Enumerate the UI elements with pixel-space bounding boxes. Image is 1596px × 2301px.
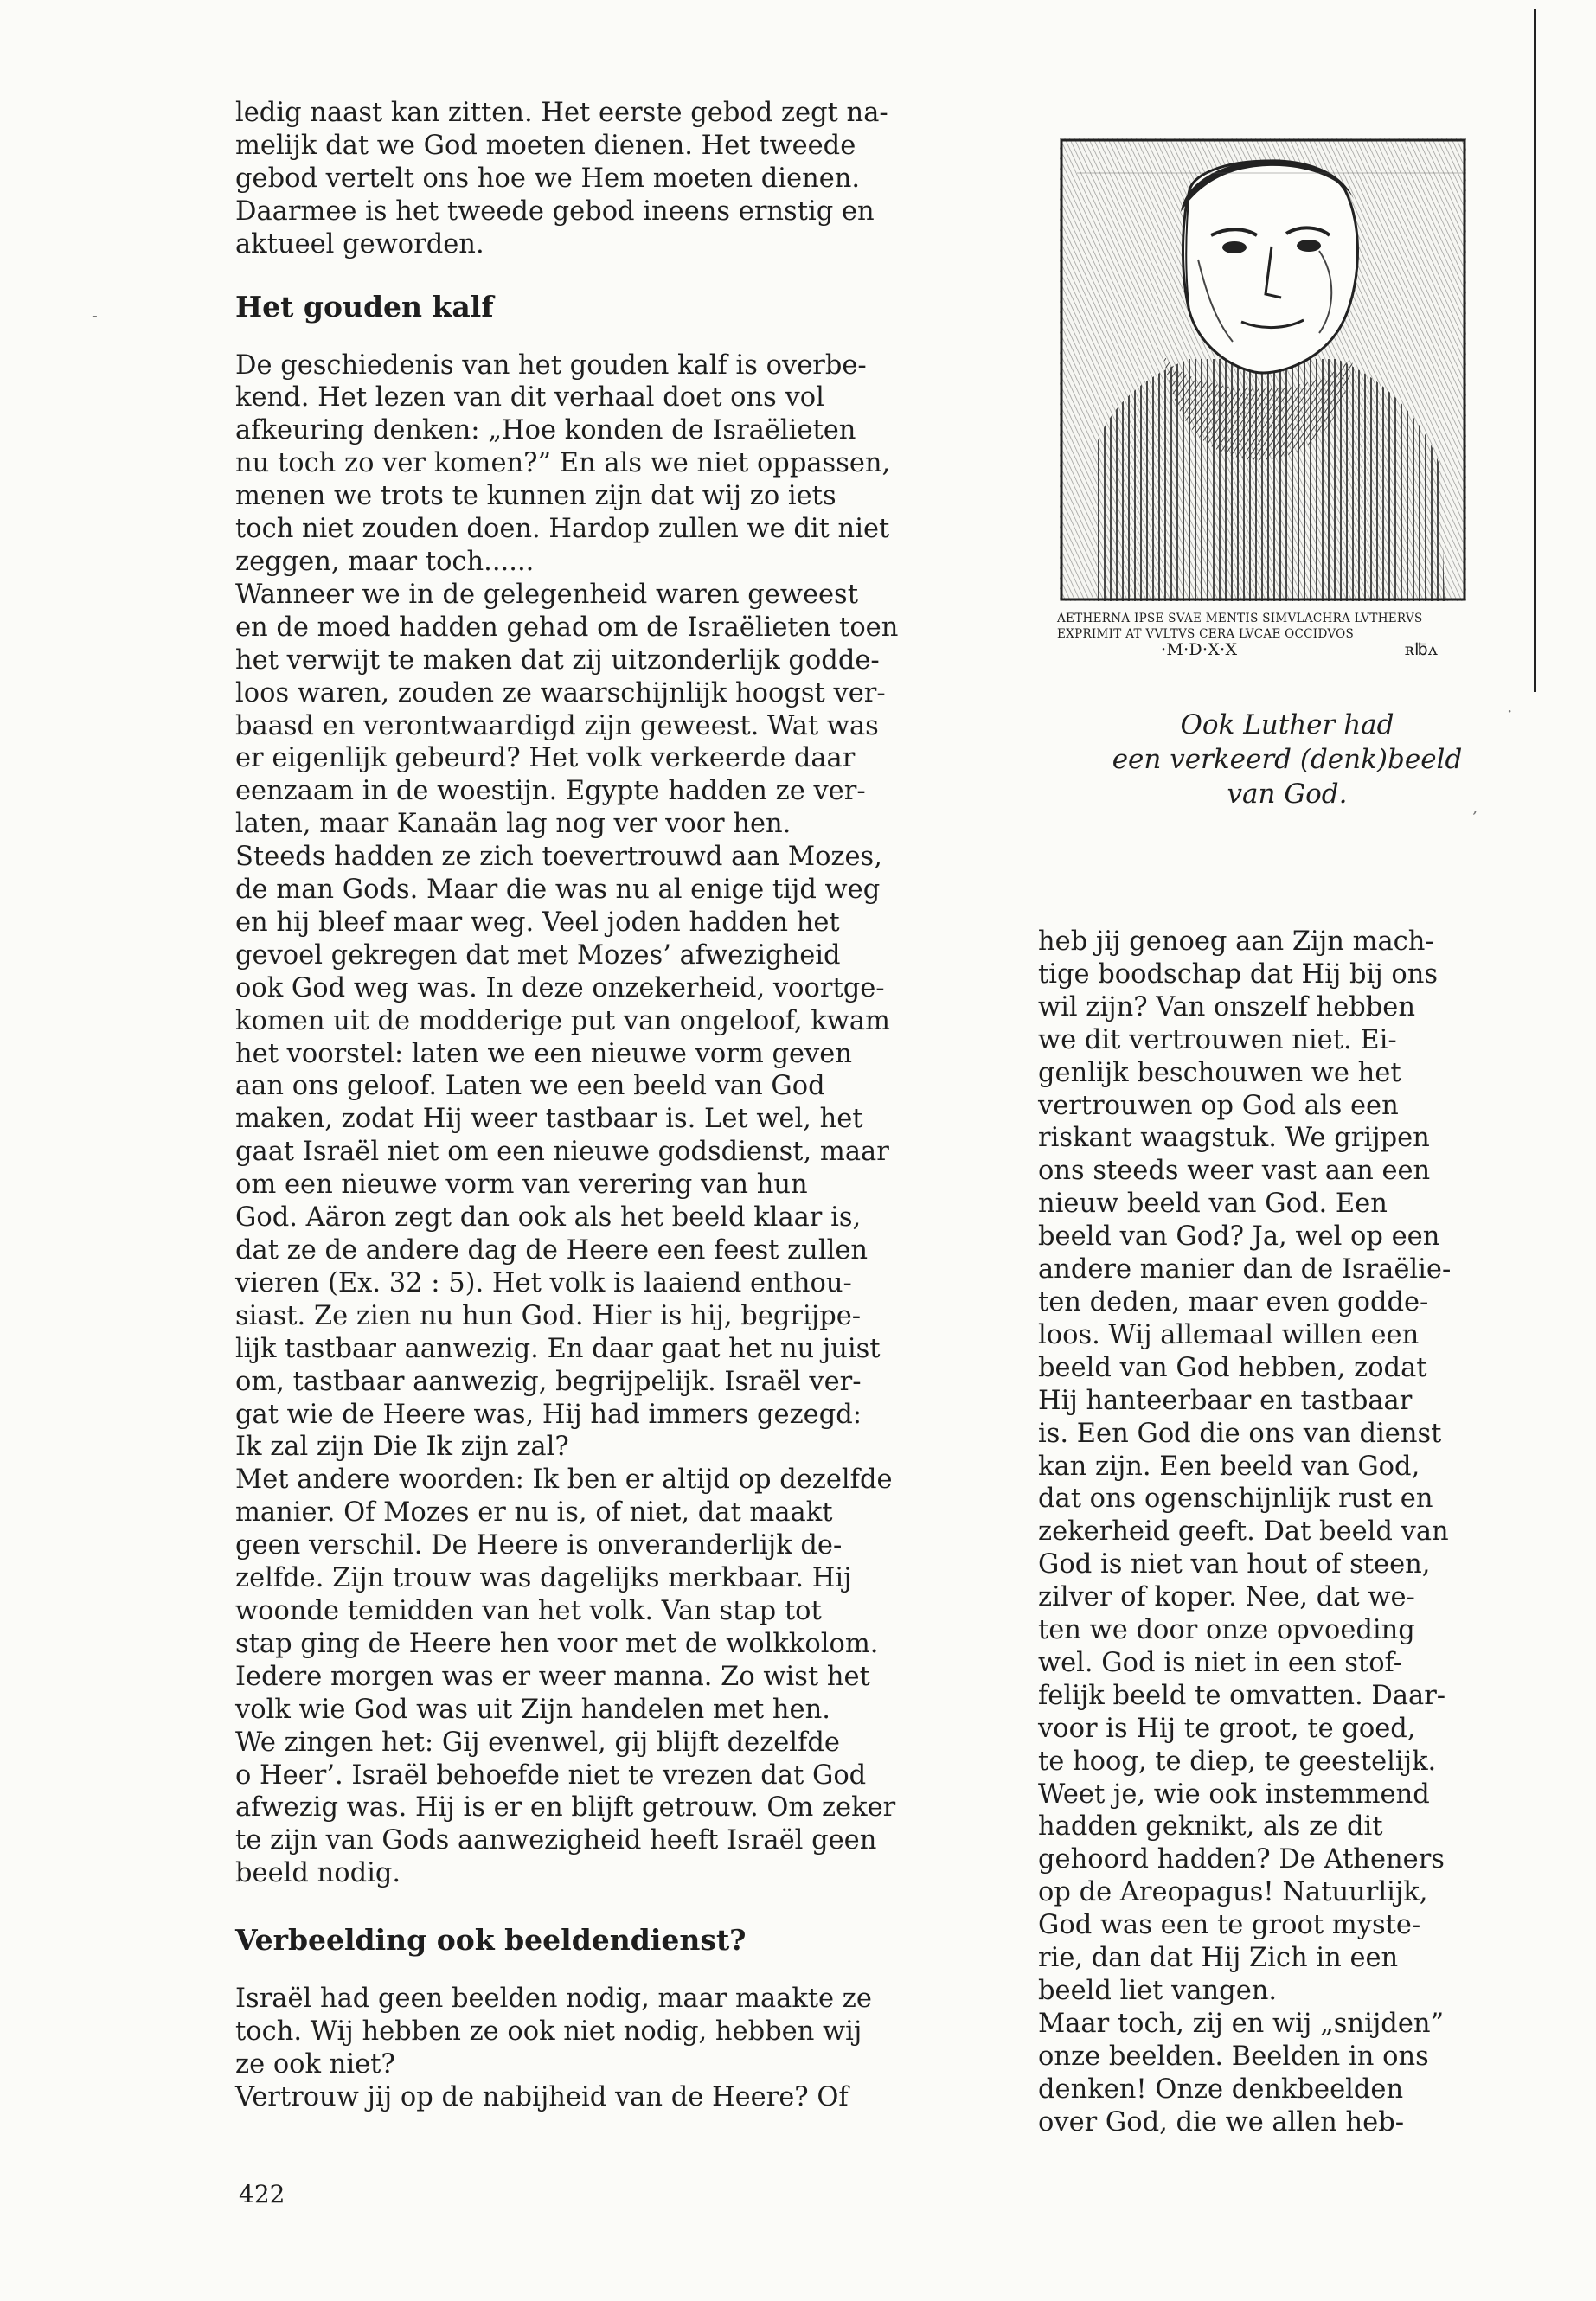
text-line: maken, zodat Hij weer tastbaar is. Let wel, het: [235, 1104, 863, 1135]
text-line: felijk beeld te omvatten. Daar-: [1038, 1680, 1446, 1711]
luther-portrait-engraving: [1060, 138, 1466, 601]
caption-line: een verkeerd (denk)beeld: [1112, 744, 1463, 775]
text-line: om een nieuwe vorm van verering van hun: [235, 1170, 808, 1201]
intro-paragraph: [235, 97, 955, 261]
text-line: wel. God is niet in een stof-: [1038, 1647, 1403, 1678]
text-line: riskant waagstuk. We grijpen: [1038, 1123, 1430, 1154]
text-line: voor is Hij te groot, te goed,: [1038, 1713, 1416, 1744]
text-line: onze beelden. Beelden in ons: [1038, 2041, 1429, 2072]
text-line: tige boodschap dat Hij bij ons: [1038, 958, 1439, 990]
margin-mark: ·: [1507, 701, 1513, 721]
text-line: Steeds hadden ze zich toevertrouwd aan Mozes,: [235, 842, 882, 873]
text-line: beeld van God? Ja, wel op een: [1038, 1221, 1440, 1253]
caption-line: Ook Luther had: [1180, 709, 1394, 740]
inscription-mark: ʀ℔ʌ: [1404, 640, 1438, 659]
text-line: gehoord hadden? De Atheners: [1038, 1844, 1445, 1875]
text-line: Weet je, wie ook instemmend: [1038, 1779, 1430, 1810]
text-line: Daarmee is het tweede gebod ineens ernstig en: [235, 195, 875, 227]
section-body: [235, 349, 955, 1891]
section-body: [235, 1983, 955, 2114]
text-line: beeld liet vangen.: [1038, 1976, 1278, 2006]
text-line: vieren (Ex. 32 : 5). Het volk is laaiend enthou-: [235, 1267, 852, 1298]
margin-mark: ‚: [1472, 796, 1478, 817]
text-line: de man Gods. Maar die was nu al enige tijd weg: [235, 875, 881, 906]
text-line: eenzaam in de woestijn. Egypte hadden ze ver-: [235, 776, 866, 807]
page-number: 422: [239, 2180, 285, 2208]
text-line: baasd en verontwaardigd zijn geweest. Wat was: [235, 710, 879, 741]
right-column: [1038, 926, 1481, 2139]
text-line: ze ook niet?: [235, 2048, 395, 2080]
text-line: we dit vertrouwen niet. Ei-: [1038, 1024, 1397, 1055]
text-line: denken! Onze denkbeelden: [1038, 2073, 1404, 2105]
text-line: heb jij genoeg aan Zijn mach-: [1038, 926, 1434, 957]
text-line: dat ons ogenschijnlijk rust en: [1038, 1484, 1433, 1515]
text-line: gat wie de Heere was, Hij had immers gezegd:: [235, 1399, 862, 1430]
text-line: ten deden, maar even godde-: [1038, 1286, 1429, 1317]
text-line: Hij hanteerbaar en tastbaar: [1038, 1385, 1413, 1416]
text-line: over God, die we allen heb-: [1038, 2106, 1405, 2138]
text-line: beeld van God hebben, zodat: [1038, 1352, 1427, 1383]
text-line: het verwijt te maken dat zij uitzonderlijk godde-: [235, 644, 880, 676]
portrait-inscription: [1057, 611, 1472, 657]
text-line: is. Een God die ons van dienst: [1038, 1418, 1442, 1449]
text-line: menen we trots te kunnen zijn dat wij zo iets: [235, 481, 836, 512]
text-line: afkeuring denken: „Hoe konden de Israëlieten: [235, 415, 856, 446]
text-line: zeggen, maar toch......: [235, 546, 535, 577]
text-line: nu toch zo ver komen?” En als we niet oppassen,: [235, 448, 891, 479]
text-line: God was een te groot myste-: [1038, 1910, 1421, 1941]
text-line: o Heer’. Israël behoefde niet te vrezen dat God: [235, 1759, 867, 1791]
text-line: loos waren, zouden ze waarschijnlijk hoogst ver-: [235, 677, 886, 708]
text-line: genlijk beschouwen we het: [1038, 1057, 1401, 1088]
text-line: Wanneer we in de gelegenheid waren geweest: [235, 579, 858, 610]
text-line: Maar toch, zij en wij „snijden”: [1038, 2008, 1445, 2039]
text-line: te zijn van Gods aanwezigheid heeft Israël geen: [235, 1825, 877, 1856]
figure-caption: [1080, 708, 1495, 811]
text-line: siast. Ze zien nu hun God. Hier is hij, begrijpe-: [235, 1300, 862, 1331]
text-line: We zingen het: Gij evenwel, gij blijft dezelfde: [235, 1727, 840, 1758]
section-heading: Verbeelding ook beeldendienst?: [235, 1923, 747, 1958]
text-line: gaat Israël niet om een nieuwe godsdienst, maar: [235, 1137, 889, 1168]
text-line: nieuw beeld van God. Een: [1038, 1189, 1388, 1220]
text-line: en de moed hadden gehad om de Israëlieten toen: [235, 612, 899, 643]
text-line: Iedere morgen was er weer manna. Zo wist het: [235, 1661, 870, 1692]
text-line: aan ons geloof. Laten we een beeld van God: [235, 1071, 825, 1102]
text-line: ons steeds weer vast aan een: [1038, 1156, 1431, 1187]
text-line: er eigenlijk gebeurd? Het volk verkeerde daar: [235, 743, 856, 774]
text-line: gebod vertelt ons hoe we Hem moeten dienen.: [235, 163, 861, 194]
text-line: toch. Wij hebben ze ook niet nodig, hebben wij: [235, 2016, 862, 2048]
text-line: ledig naast kan zitten. Het eerste gebod zegt na-: [235, 98, 888, 128]
text-line: rie, dan dat Hij Zich in een: [1038, 1943, 1399, 1974]
text-line: het voorstel: laten we een nieuwe vorm geven: [235, 1038, 852, 1069]
margin-mark: -: [92, 304, 98, 325]
text-line: ook God weg was. In deze onzekerheid, voortge-: [235, 972, 885, 1003]
text-line: volk wie God was uit Zijn handelen met hen.: [235, 1694, 830, 1725]
text-line: wil zijn? Van onszelf hebben: [1038, 991, 1415, 1022]
text-line: gevoel gekregen dat met Mozes’ afwezigheid: [235, 939, 841, 971]
inscription-date: ·M·D·X·X: [1161, 640, 1238, 659]
left-column: [235, 97, 955, 2114]
text-line: zelfde. Zijn trouw was dagelijks merkbaar. Hij: [235, 1563, 852, 1594]
text-line: te hoog, te diep, te geestelijk.: [1038, 1746, 1437, 1777]
text-line: Israël had geen beelden nodig, maar maakte ze: [235, 1984, 872, 2015]
text-line: manier. Of Mozes er nu is, of niet, dat maakt: [235, 1497, 833, 1529]
right-column-body: [1038, 926, 1481, 2139]
text-line: kend. Het lezen van dit verhaal doet ons vol: [235, 382, 824, 413]
text-line: toch niet zouden doen. Hardop zullen we dit niet: [235, 514, 890, 545]
text-line: afwezig was. Hij is er en blijft getrouw. Om zeker: [235, 1792, 896, 1823]
text-line: loos. Wij allemaal willen een: [1038, 1319, 1420, 1350]
text-line: vertrouwen op God als een: [1038, 1090, 1399, 1121]
text-line: zilver of koper. Nee, dat we-: [1038, 1582, 1415, 1613]
text-line: De geschiedenis van het gouden kalf is overbe-: [235, 349, 867, 381]
text-line: beeld nodig.: [235, 1858, 401, 1889]
inscription-line: EXPRIMIT AT VVLTVS CERA LVCAE OCCIDVOS: [1057, 627, 1355, 641]
text-line: Met andere woorden: Ik ben er altijd op dezelfde: [235, 1465, 893, 1496]
text-line: geen verschil. De Heere is onveranderlijk de-: [235, 1530, 843, 1561]
vertical-rule: [1534, 9, 1536, 692]
text-line: woonde temidden van het volk. Van stap tot: [235, 1595, 822, 1626]
text-line: God. Aäron zegt dan ook als het beeld klaar is,: [235, 1202, 862, 1234]
text-line: melijk dat we God moeten dienen. Het tweede: [235, 130, 856, 161]
text-line: Vertrouw jij op de nabijheid van de Heere? Of: [235, 2081, 849, 2112]
inscription-line: AETHERNA IPSE SVAE MENTIS SIMVLACHRA LVTHERVS: [1057, 612, 1423, 625]
text-line: laten, maar Kanaän lag nog ver voor hen.: [235, 809, 792, 840]
text-line: om, tastbaar aanwezig, begrijpelijk. Israël ver-: [235, 1366, 862, 1397]
text-line: kan zijn. Een beeld van God,: [1038, 1451, 1420, 1482]
text-line: aktueel geworden.: [235, 228, 484, 260]
caption-line: van God.: [1227, 779, 1348, 810]
section-heading: Het gouden kalf: [235, 289, 494, 324]
text-line: Ik zal zijn Die Ik zijn zal?: [235, 1432, 569, 1463]
text-line: en hij bleef maar weg. Veel joden hadden het: [235, 907, 840, 938]
text-line: op de Areopagus! Natuurlijk,: [1038, 1877, 1428, 1908]
text-line: lijk tastbaar aanwezig. En daar gaat het nu juist: [235, 1333, 881, 1364]
text-line: komen uit de modderige put van ongeloof, kwam: [235, 1005, 890, 1036]
text-line: andere manier dan de Israëlie-: [1038, 1254, 1452, 1285]
text-line: God is niet van hout of steen,: [1038, 1549, 1431, 1580]
text-line: hadden geknikt, als ze dit: [1038, 1811, 1383, 1843]
text-line: zekerheid geeft. Dat beeld van: [1038, 1516, 1449, 1548]
text-line: stap ging de Heere hen voor met de wolkkolom.: [235, 1628, 879, 1659]
text-line: ten we door onze opvoeding: [1038, 1615, 1415, 1646]
text-line: dat ze de andere dag de Heere een feest zullen: [235, 1235, 869, 1266]
